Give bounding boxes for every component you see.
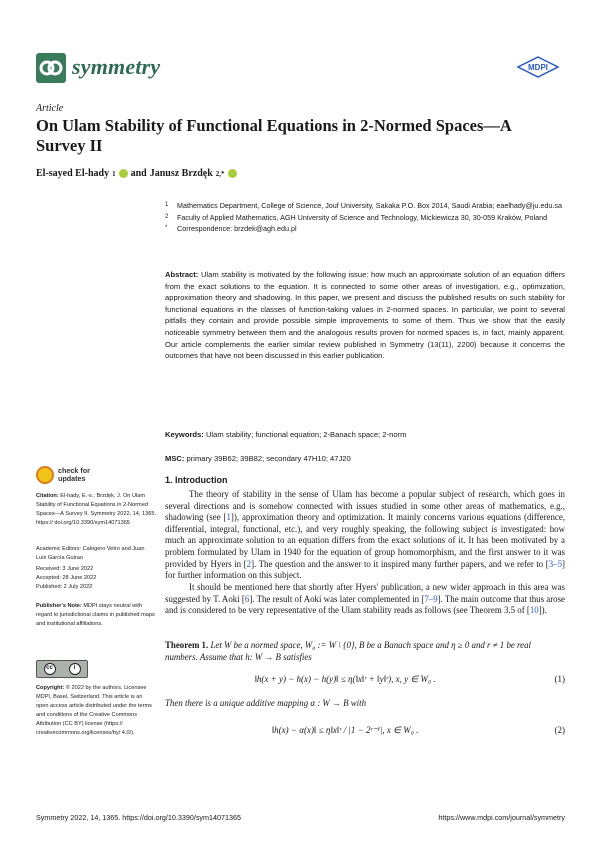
academic-editors: Academic Editors: Calogero Vetro and Juan Luis García Guirao: [36, 546, 145, 561]
publisher-note: [36, 602, 156, 629]
author-2[interactable]: Janusz Brzdęk: [149, 168, 213, 179]
symmetry-logo-icon: [36, 53, 66, 83]
accepted-date: Accepted: 28 June 2022: [36, 575, 97, 581]
author-2-affil: 2,*: [215, 169, 225, 178]
dates-block: [36, 565, 156, 592]
abstract-text: Ulam stability is motivated by the following issue: how much an approximate solution of an equation differs from the exact solutions to the equation. It is connected to some other areas of investigation, e.g., optimization, approximation theory and shadowing. In this paper, we present and discuss the published results on such stability for functional equations in the classes of function-taking values in 2-normed spaces. In particular, we point to several pitfalls they contain and provide possible simple improvements to some of them. Thus we show that the easily noticeable symmetry between them and the analogous results proven for normed spaces is, in fact, mainly apparent. Our article complements the earlier similar review published in Symmetry (13(11), 2200) because it concerns the outcomes that have not been discussed in this earlier publication.: [165, 270, 565, 361]
citation-link[interactable]: 2: [246, 558, 252, 569]
affiliation-text: Faculty of Applied Mathematics, AGH University of Science and Technology, Mickiewicza 30, 30-059 Kraków, Poland: [177, 212, 548, 222]
mdpi-logo-icon[interactable]: [516, 56, 560, 78]
check-updates-label: check for updates: [58, 466, 90, 483]
orcid-icon[interactable]: [119, 169, 128, 178]
equation-body: ‖h(x) − α(x)‖ ≤ η‖x‖ʳ / |1 − 2ʳ⁻¹|, x ∈ W₀ .: [271, 725, 419, 735]
intro-paragraph-1: [165, 489, 565, 582]
check-for-updates-badge[interactable]: [36, 466, 98, 484]
published-date: Published: 2 July 2022: [36, 584, 93, 590]
publisher-name: MDPI: [528, 63, 548, 72]
paragraph-text: ]. The main outcome that thus arose and is considered to be very representative of the Ulam stability reads as follows (see Theorem 3.5 of [: [165, 593, 565, 616]
author-conjunction: and: [130, 168, 147, 179]
paragraph-text: ]. The question and the answer to it inspired many further papers, and we refer to [: [251, 558, 549, 569]
paragraph-text: ]. The result of Aoki was later complemented in [: [249, 593, 425, 604]
affiliations: [165, 201, 565, 236]
article-type: Article: [36, 103, 64, 114]
affiliation-mark: 1: [165, 202, 169, 208]
citation-link[interactable]: 1: [226, 512, 231, 523]
citation-link[interactable]: 10: [529, 605, 539, 616]
equation-number: (2): [554, 725, 565, 735]
copyright-block: [36, 684, 156, 738]
affiliation-item: [165, 224, 565, 235]
author-1-affil: 1: [112, 169, 116, 178]
cc-icon: cc: [44, 663, 56, 675]
publisher-note-text: MDPI stays neutral with regard to jurisdictional claims in published maps and institutional affiliations.: [36, 603, 155, 627]
keywords: [165, 430, 565, 439]
msc-codes: [165, 454, 565, 463]
citation-link[interactable]: 7–9: [424, 593, 438, 604]
footer-journal-url[interactable]: https://www.mdpi.com/journal/symmetry: [438, 813, 565, 822]
citation-link[interactable]: 3–5: [548, 558, 563, 569]
correspondence-text: Correspondence: brzdek@agh.edu.pl: [177, 224, 297, 233]
affiliation-mark: 2: [165, 213, 169, 220]
equation-number: (1): [554, 674, 565, 684]
msc-label: MSC:: [165, 454, 185, 463]
theorem-conclusion: Then there is a unique additive mapping α : W → B with: [165, 698, 367, 708]
paragraph-text: ]).: [538, 605, 547, 616]
affiliation-item: [165, 213, 565, 224]
intro-paragraph-2: [165, 582, 565, 617]
abstract-label: Abstract:: [165, 270, 199, 279]
citation-text[interactable]: El-hady, E.-s.; Brzdęk, J. On Ulam Stability of Functional Equations in 2-Normed Spaces—A Survey II. Symmetry 2022, 14, 1365. https:// doi.org/10.3390/sym14071365: [36, 493, 157, 526]
orcid-icon[interactable]: [228, 169, 237, 178]
publisher-note-label: Publisher's Note:: [36, 603, 82, 609]
journal-name[interactable]: symmetry: [72, 54, 161, 79]
citation-link[interactable]: 6: [244, 593, 250, 604]
copyright-text: © 2022 by the authors. Licensee MDPI, Basel, Switzerland. This article is an open access article distributed under the terms and conditions of the Creative Commons Attribution (CC BY) license (https:// creativecommons.org/licenses/by/ 4.0/).: [36, 685, 152, 736]
keywords-label: Keywords:: [165, 430, 204, 439]
affiliation-item: [165, 201, 565, 212]
citation-block: [36, 492, 156, 528]
citation-label: Citation:: [36, 493, 59, 499]
paragraph-text: The theory of stability in the sense of Ulam has become a popular subject of research, which goes in several directions and is somehow connected with issues studied in some other areas of mathematics, e.g., shadowing (see [: [165, 489, 565, 523]
keywords-text: Ulam stability; functional equation; 2-Banach space; 2-norm: [205, 430, 407, 439]
msc-text: primary 39B62; 39B82; secondary 47H10; 47J20: [186, 454, 351, 463]
author-1[interactable]: El-sayed El-hady: [36, 168, 110, 179]
section-heading: 1. Introduction: [165, 475, 228, 485]
equation-body: ‖h(x + y) − h(x) − h(y)‖ ≤ η(‖x‖ʳ + ‖y‖ʳ), x, y ∈ W₀ .: [254, 674, 436, 684]
paragraph-text: ]), approximation theory and optimization. It mainly concerns various equations (difference, differential, integral, functional, etc.), and very roughly speaking, the following subject is investigated: how much an approximate solution to an equation differs from the exact solutions of it. It has been motivated by a problem formulated by Ulam in 1940 for the equation of group homomorphism, and the first answer to it was provided by Hyers in [: [165, 512, 565, 569]
page-footer: [36, 813, 565, 822]
theorem-1: [165, 640, 565, 663]
cc-by-license-icon[interactable]: [36, 660, 88, 678]
check-updates-icon: [36, 466, 54, 484]
received-date: Received: 3 June 2022: [36, 566, 94, 572]
author-list: [36, 168, 237, 179]
theorem-label: Theorem 1.: [165, 640, 209, 650]
affiliation-mark: *: [165, 225, 168, 231]
article-title: On Ulam Stability of Functional Equations in 2-Normed Spaces—A Survey II: [36, 116, 511, 155]
paragraph-text: ] for further information on this subject.: [165, 558, 565, 581]
affiliation-text: Mathematics Department, College of Science, Jouf University, Sakaka P.O. Box 2014, Saudi Arabia; eaelhady@ju.edu.sa: [177, 201, 562, 210]
theorem-statement: Let W be a normed space, W₀ := W \ {0}, B be a Banach space and η ≥ 0 and r ≠ 1 be real numbers. Assume that h: W → B satisfies: [165, 640, 532, 662]
paragraph-text: It should be mentioned here that shortly after Hyers' publication, a new wider approach in this area was suggested by T. Aoki [: [165, 582, 565, 604]
abstract: [165, 269, 565, 362]
by-icon: i: [69, 663, 81, 675]
copyright-label: Copyright:: [36, 685, 65, 691]
footer-citation[interactable]: Symmetry 2022, 14, 1365. https://doi.org/10.3390/sym14071365: [36, 813, 241, 822]
